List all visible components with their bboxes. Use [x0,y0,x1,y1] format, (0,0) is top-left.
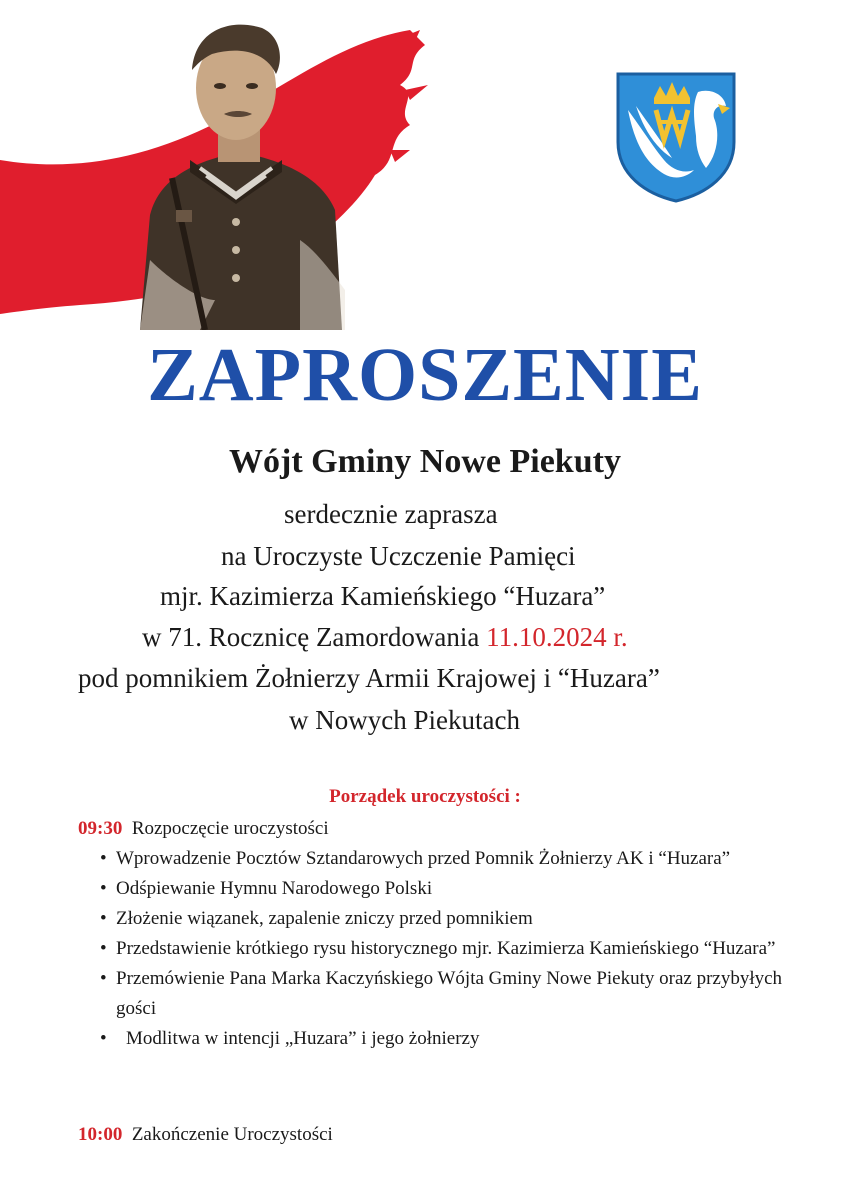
invitation-line-5: pod pomnikiem Żołnierzy Armii Krajowej i “Huzara” [78,663,660,693]
invitation-line-2: na Uroczyste Uczczenie Pamięci [221,541,576,571]
page-title: ZAPROSZENIE [147,333,703,417]
list-item: • Złożenie wiązanek, zapalenie zniczy przed pomnikiem [96,904,796,934]
program-heading: Porządek uroczystości : [329,786,521,807]
invitation-line-3: mjr. Kazimierza Kamieńskiego “Huzara” [160,581,606,611]
list-item: • Odśpiewanie Hymnu Narodowego Polski [96,874,796,904]
program-end-row [78,1122,333,1148]
host-heading: Wójt Gminy Nowe Piekuty [229,443,621,480]
end-label: Zakończenie Uroczystości [131,1124,333,1145]
event-date: 11.10.2024 r. [486,622,628,652]
invitation-line-6: w Nowych Piekutach [289,705,520,735]
invitation-line-4 [142,619,628,655]
program-start-row [78,816,329,842]
coat-of-arms-icon [614,70,738,204]
start-label: Rozpoczęcie uroczystości [131,818,329,839]
list-item: • Wprowadzenie Pocztów Sztandarowych przed Pomnik Żołnierzy AK i “Huzara” [96,844,796,874]
end-time: 10:00 [78,1124,123,1145]
hero-portrait-banner [0,0,460,330]
list-item: • Przemówienie Pana Marka Kaczyńskiego Wójta Gminy Nowe Piekuty oraz przybyłych gości [96,964,796,1024]
start-time: 09:30 [78,818,123,839]
anniversary-text: w 71. Rocznicę Zamordowania [142,622,480,652]
list-item: • Przedstawienie krótkiego rysu historycznego mjr. Kazimierza Kamieńskiego “Huzara” [96,934,796,964]
program-list [96,844,796,1054]
list-item: • Modlitwa w intencji „Huzara” i jego żołnierzy [96,1024,796,1054]
invitation-line-1: serdecznie zaprasza [284,499,498,529]
